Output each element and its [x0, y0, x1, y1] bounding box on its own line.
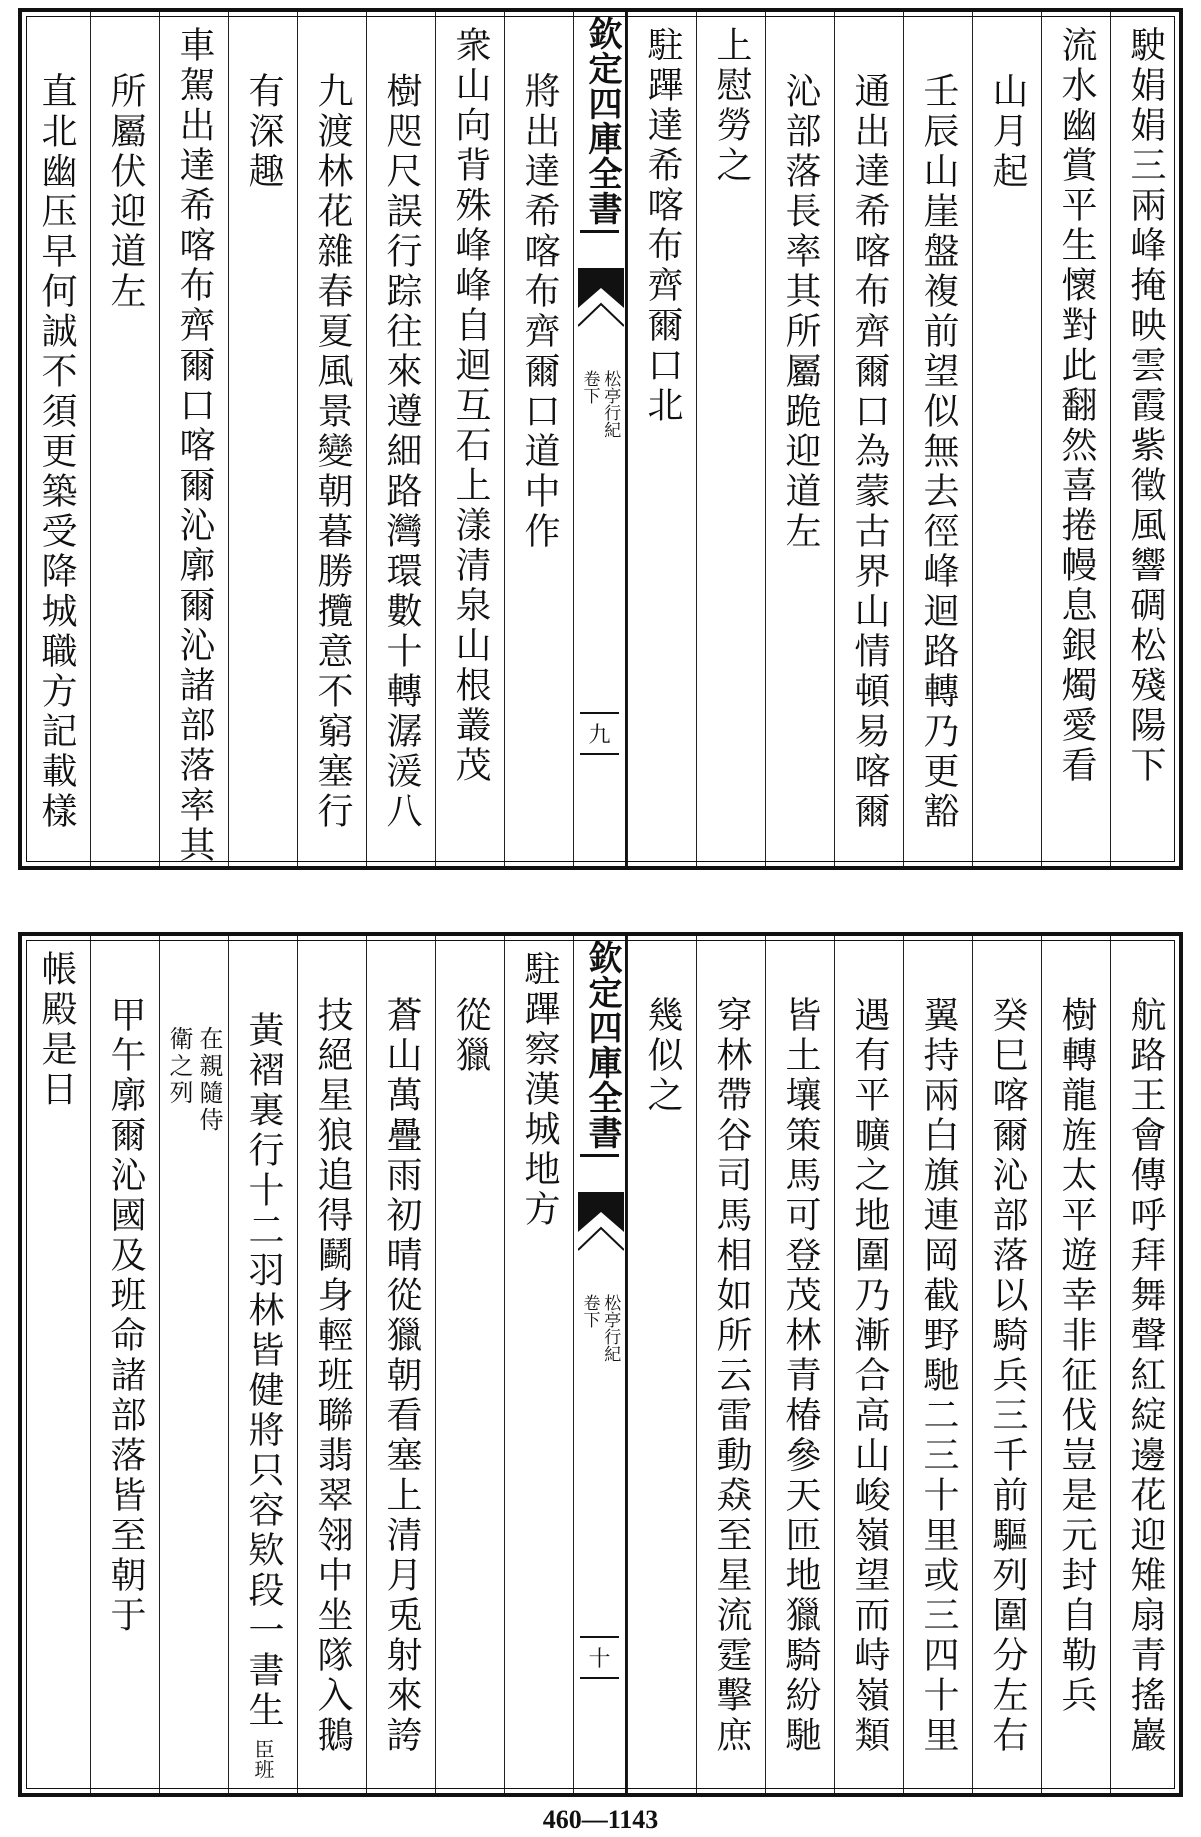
column-text: 駐蹕察漢城地方	[519, 950, 560, 1230]
text-column	[1041, 12, 1110, 866]
strip-volume: 卷下	[579, 1294, 600, 1328]
column-text: 所屬伏迎道左	[105, 72, 146, 312]
strip-book	[574, 370, 625, 438]
text-column-small	[159, 936, 228, 1793]
fishtail-ornament-icon	[578, 1192, 624, 1252]
column-text: 有深趣	[243, 72, 284, 192]
text-column	[765, 936, 834, 1793]
text-column	[627, 12, 696, 866]
small-note: 臣班	[251, 1738, 275, 1779]
column-text: 甲午廓爾沁國及班命諸部落皆至朝于	[105, 996, 146, 1636]
strip-book	[574, 1294, 625, 1362]
text-column	[903, 12, 972, 866]
column-text: 黃褶裏行十二羽林皆健將只容欵段一書生	[243, 1010, 284, 1731]
column-text: 衆山向背殊峰峰自迴互石上漾清泉山根叢茂	[450, 26, 491, 786]
text-column	[228, 12, 297, 866]
column-text: 技絕星狼追得鬬身輕班聯翡翠翎中坐隊入鵝	[312, 996, 353, 1756]
column-text: 壬辰山崖盤複前望似無去徑峰迴路轉乃更豁	[918, 72, 959, 832]
column-text: 癸巳喀爾沁部落以騎兵三千前驅列圍分左右	[987, 996, 1028, 1756]
text-column	[159, 12, 228, 866]
text-column	[435, 12, 504, 866]
strip-page-number: 十	[580, 1636, 619, 1679]
text-column	[435, 936, 504, 1793]
page-bottom	[18, 932, 1183, 1797]
text-column	[297, 936, 366, 1793]
text-column	[972, 936, 1041, 1793]
column-text: 穿林帶谷司馬相如所云雷動猋至星流霆擊庶	[711, 996, 752, 1756]
column-text: 樹轉龍旌太平遊幸非征伐豈是元封自勒兵	[1056, 996, 1097, 1716]
column-text: 皆土壤策馬可登茂林青椿參天匝地獵騎紛馳	[780, 996, 821, 1756]
text-column	[834, 936, 903, 1793]
text-column	[627, 936, 696, 1793]
text-column	[1110, 12, 1179, 866]
strip-page-number: 九	[580, 712, 619, 755]
strip-volume: 卷下	[579, 370, 600, 404]
text-column	[696, 936, 765, 1793]
column-text: 翼持兩白旗連岡截野馳二三十里或三四十里	[918, 996, 959, 1756]
column-text: 樹咫尺誤行踪往來遵細路灣環數十轉潺湲八	[381, 72, 422, 832]
text-column	[90, 12, 159, 866]
column-text: 駛娟娟三兩峰掩映雲霞紫徵風響碉松殘陽下	[1125, 26, 1166, 786]
text-column	[366, 936, 435, 1793]
column-text: 幾似之	[642, 996, 683, 1116]
column-text: 車駕出達希喀布齊爾口喀爾沁廓爾沁諸部落率其	[174, 26, 215, 866]
small-note-text: 在親隨侍	[195, 1026, 223, 1134]
text-column	[696, 12, 765, 866]
strip-book-title: 松亭行紀	[600, 370, 621, 438]
text-column	[1041, 936, 1110, 1793]
column-text: 流水幽賞平生懷對此翻然喜捲幔息銀燭愛看	[1056, 26, 1097, 786]
column-text: 山月起	[987, 72, 1028, 192]
column-text: 將出達希喀布齊爾口道中作	[519, 72, 560, 552]
strip-title: 欽定四庫全書	[580, 16, 619, 233]
text-column	[228, 936, 297, 1793]
column-text: 直北幽压早何誠不須更築受降城職方記載樣	[36, 72, 77, 832]
small-note-text: 衛之列	[165, 1026, 193, 1107]
strip-book-title: 松亭行紀	[600, 1294, 621, 1362]
text-column	[504, 936, 573, 1793]
column-text: 遇有平曠之地圍乃漸合高山峻嶺望而峙嶺類	[849, 996, 890, 1756]
text-column	[22, 12, 90, 866]
text-column	[903, 936, 972, 1793]
text-column	[366, 12, 435, 866]
text-column	[90, 936, 159, 1793]
center-strip	[573, 12, 627, 866]
column-text: 蒼山萬疊雨初晴從獵朝看塞上清月兎射來誇	[381, 996, 422, 1756]
text-column	[1110, 936, 1179, 1793]
column-text: 沁部落長率其所屬跪迎道左	[780, 72, 821, 552]
column-text: 駐蹕達希喀布齊爾口北	[642, 26, 683, 426]
column-text: 通出達希喀布齊爾口為蒙古界山情頓易喀爾	[849, 72, 890, 832]
column-text: 帳殿是日	[36, 950, 77, 1110]
column-text: 上慰勞之	[711, 26, 752, 186]
footer-page-code: 460—1143	[542, 1805, 659, 1834]
column-text: 從獵	[450, 996, 491, 1076]
center-strip	[573, 936, 627, 1793]
page-top	[18, 8, 1183, 870]
fishtail-ornament-icon	[578, 268, 624, 328]
column-text: 九渡林花雜春夏風景變朝暮勝攬意不窮塞行	[312, 72, 353, 832]
text-column	[972, 12, 1041, 866]
text-column	[297, 12, 366, 866]
column-text: 航路王會傳呼拜舞聲紅綻邊花迎雉扇青搖巖	[1125, 996, 1166, 1756]
text-column	[22, 936, 90, 1793]
strip-title: 欽定四庫全書	[580, 940, 619, 1157]
text-column	[504, 12, 573, 866]
text-column	[765, 12, 834, 866]
text-column	[834, 12, 903, 866]
